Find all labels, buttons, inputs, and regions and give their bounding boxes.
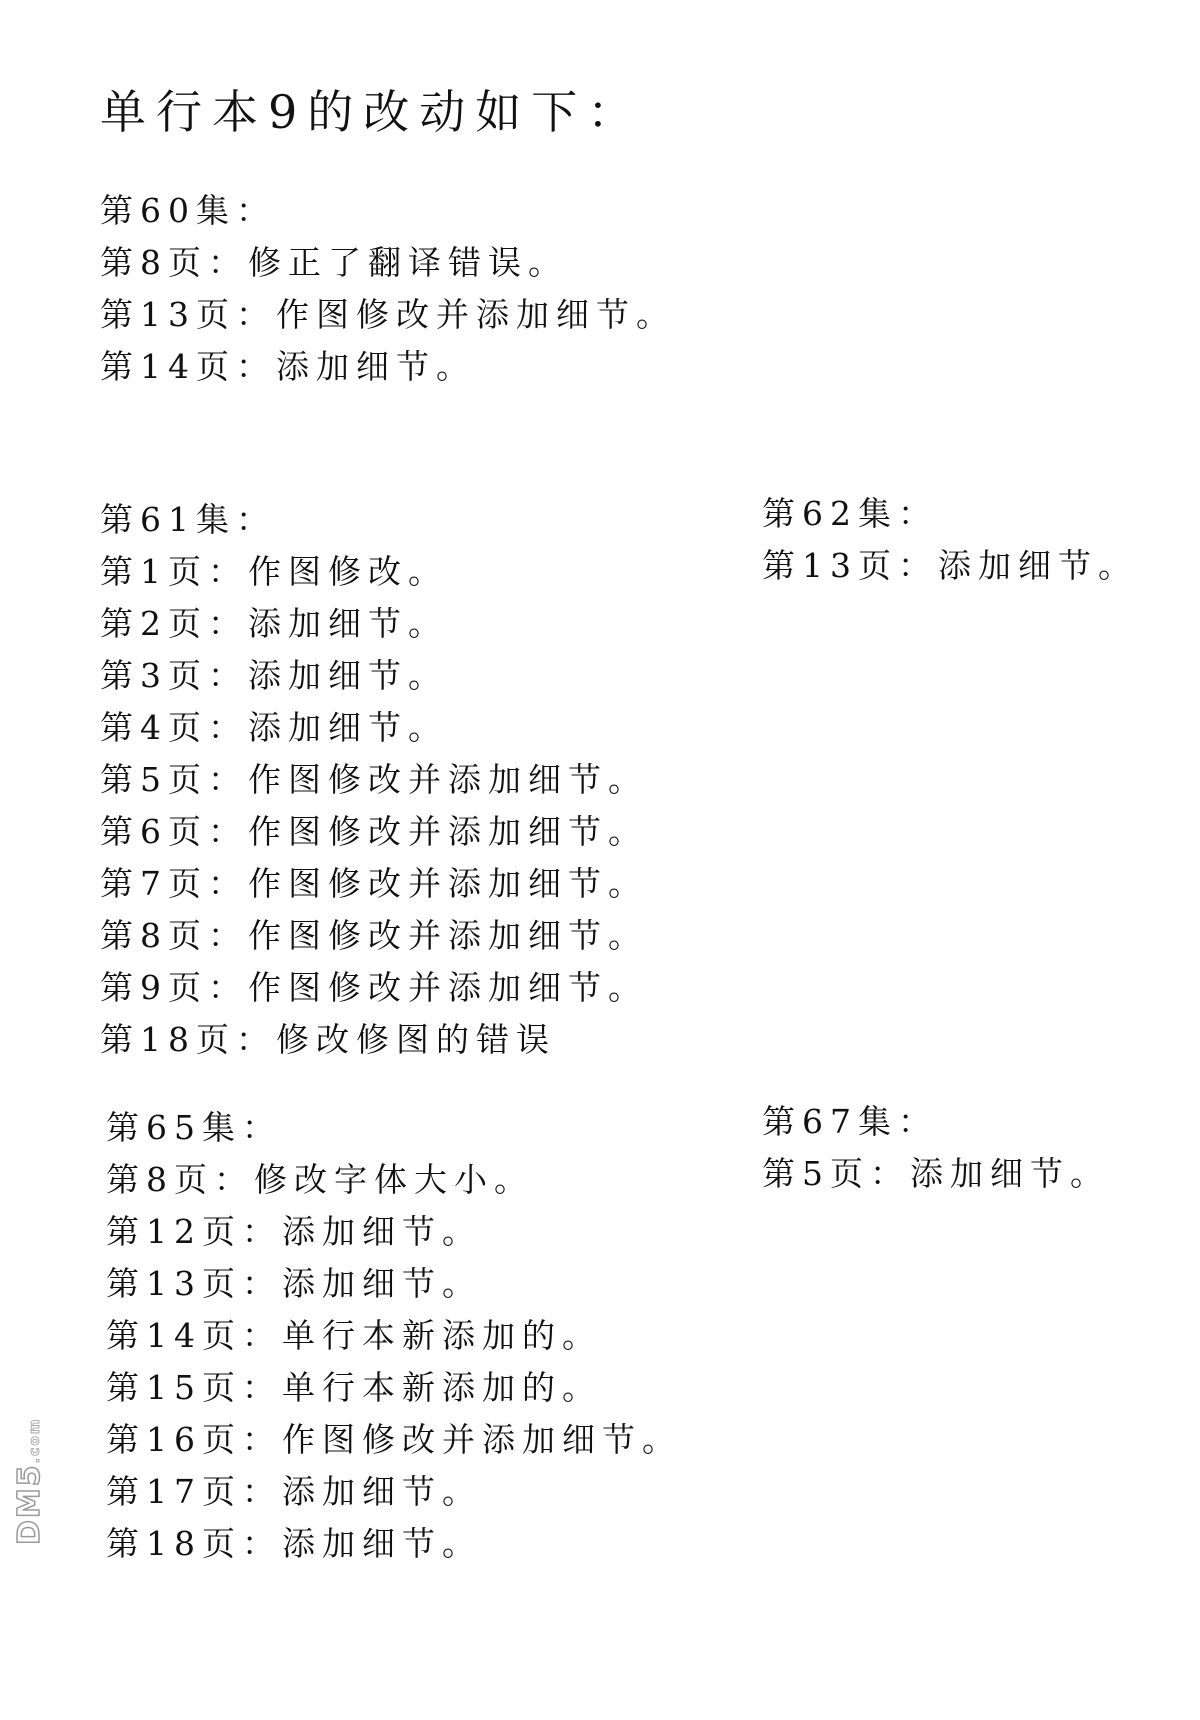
dm5-watermark-logo: [12, 1418, 47, 1545]
change-line: 第8页：作图修改并添加细节。: [100, 916, 648, 955]
section-episode-62: [762, 488, 1138, 592]
change-line: 第13页：添加细节。: [762, 546, 1138, 585]
section-episode-60: [100, 185, 676, 393]
change-line: 第7页：作图修改并添加细节。: [100, 864, 648, 903]
change-line: 第18页：修改修图的错误: [100, 1020, 556, 1059]
change-line: 第13页：作图修改并添加细节。: [100, 295, 676, 334]
change-line: 第17页：添加细节。: [106, 1472, 482, 1511]
change-line: 第8页：修正了翻译错误。: [100, 243, 568, 282]
change-line: 第6页：作图修改并添加细节。: [100, 812, 648, 851]
change-line: 第3页：添加细节。: [100, 656, 448, 695]
change-line: 第5页：作图修改并添加细节。: [100, 760, 648, 799]
change-line: 第5页：添加细节。: [762, 1154, 1110, 1193]
section-heading: 第61集：: [100, 500, 276, 539]
change-line: 第16页：作图修改并添加细节。: [106, 1420, 682, 1459]
watermark-brand: DM5: [12, 1463, 47, 1545]
change-line: 第14页：添加细节。: [100, 347, 476, 386]
change-line: 第15页：单行本新添加的。: [106, 1368, 602, 1407]
page-title: 单行本9的改动如下：: [100, 85, 644, 139]
change-line: 第2页：添加细节。: [100, 604, 448, 643]
change-line: 第12页：添加细节。: [106, 1212, 482, 1251]
change-line: 第14页：单行本新添加的。: [106, 1316, 602, 1355]
change-line: 第1页：作图修改。: [100, 552, 448, 591]
section-heading: 第65集：: [106, 1108, 282, 1147]
change-line: 第8页：修改字体大小。: [106, 1160, 534, 1199]
change-line: 第4页：添加细节。: [100, 708, 448, 747]
section-episode-65: [106, 1102, 682, 1570]
section-episode-61: [100, 494, 648, 1066]
change-line: 第18页：添加细节。: [106, 1524, 482, 1563]
section-heading: 第67集：: [762, 1102, 938, 1141]
section-episode-67: [762, 1096, 1110, 1200]
section-heading: 第60集：: [100, 191, 276, 230]
section-heading: 第62集：: [762, 494, 938, 533]
watermark-suffix: .com: [27, 1417, 43, 1464]
change-line: 第9页：作图修改并添加细节。: [100, 968, 648, 1007]
change-line: 第13页：添加细节。: [106, 1264, 482, 1303]
